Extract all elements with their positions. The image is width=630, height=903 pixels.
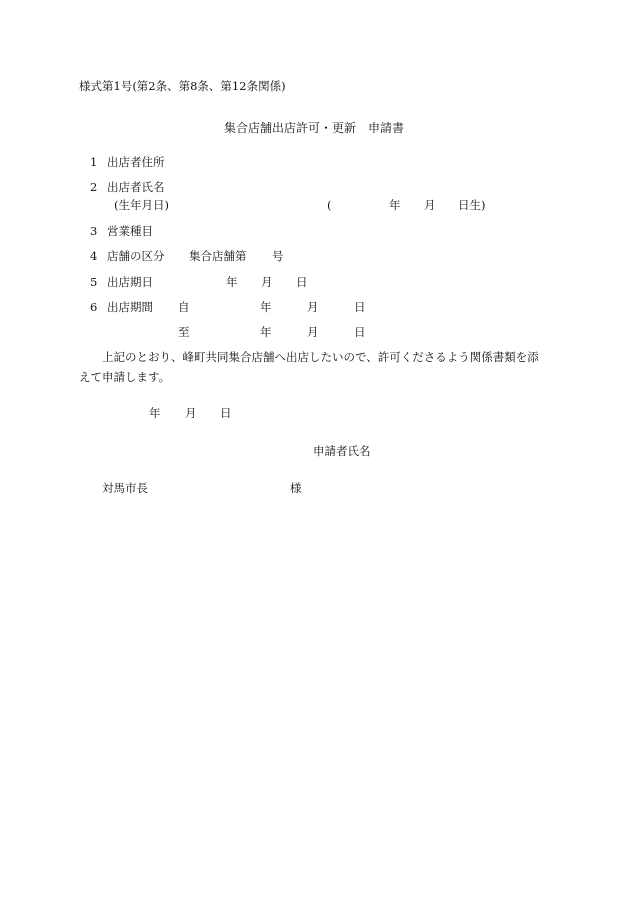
item6-to-label: 至 bbox=[178, 325, 190, 339]
item3-label: 営業種目 bbox=[107, 224, 153, 238]
item5-month: 月 bbox=[261, 275, 273, 289]
item4-label: 店舗の区分 bbox=[107, 249, 165, 263]
item5-year: 年 bbox=[226, 275, 238, 289]
date-year: 年 bbox=[149, 406, 161, 420]
item1-number: 1 bbox=[90, 155, 98, 169]
item4-category: 集合店舗第 bbox=[189, 249, 247, 263]
body-text-line2: えて申請します。 bbox=[79, 370, 171, 384]
item6-from-day: 日 bbox=[354, 300, 366, 314]
item5-day: 日 bbox=[296, 275, 308, 289]
applicant-name-label: 申請者氏名 bbox=[313, 444, 371, 458]
item5-number: 5 bbox=[90, 275, 98, 289]
item6-to-year: 年 bbox=[260, 325, 272, 339]
item2-paren-open: ( bbox=[327, 198, 332, 212]
item2-number: 2 bbox=[90, 180, 98, 194]
item4-number-suffix: 号 bbox=[272, 249, 284, 263]
item4-number: 4 bbox=[90, 249, 98, 263]
date-day: 日 bbox=[220, 406, 232, 420]
item2-label: 出店者氏名 bbox=[107, 180, 165, 194]
item6-number: 6 bbox=[90, 300, 98, 314]
addressee-name: 対馬市長 bbox=[102, 481, 148, 495]
item5-label: 出店期日 bbox=[107, 275, 153, 289]
date-month: 月 bbox=[185, 406, 197, 420]
item1-label: 出店者住所 bbox=[107, 155, 165, 169]
item6-from-month: 月 bbox=[307, 300, 319, 314]
item2-year: 年 bbox=[389, 198, 401, 212]
body-text-line1: 上記のとおり、峰町共同集合店舗へ出店したいので、許可くださるよう関係書類を添 bbox=[102, 350, 539, 364]
item2-month: 月 bbox=[424, 198, 436, 212]
item6-label: 出店期間 bbox=[107, 300, 153, 314]
item3-number: 3 bbox=[90, 224, 98, 238]
item6-to-month: 月 bbox=[307, 325, 319, 339]
form-title: 集合店舗出店許可・更新 申請書 bbox=[224, 121, 405, 135]
item2-birth-label: (生年月日) bbox=[114, 198, 169, 212]
item6-from-year: 年 bbox=[260, 300, 272, 314]
item6-from-label: 自 bbox=[178, 300, 190, 314]
form-number: 様式第1号(第2条、第8条、第12条関係) bbox=[79, 79, 286, 93]
addressee-honorific: 様 bbox=[290, 481, 302, 495]
item6-to-day: 日 bbox=[354, 325, 366, 339]
item2-day-birth: 日生) bbox=[458, 198, 486, 212]
